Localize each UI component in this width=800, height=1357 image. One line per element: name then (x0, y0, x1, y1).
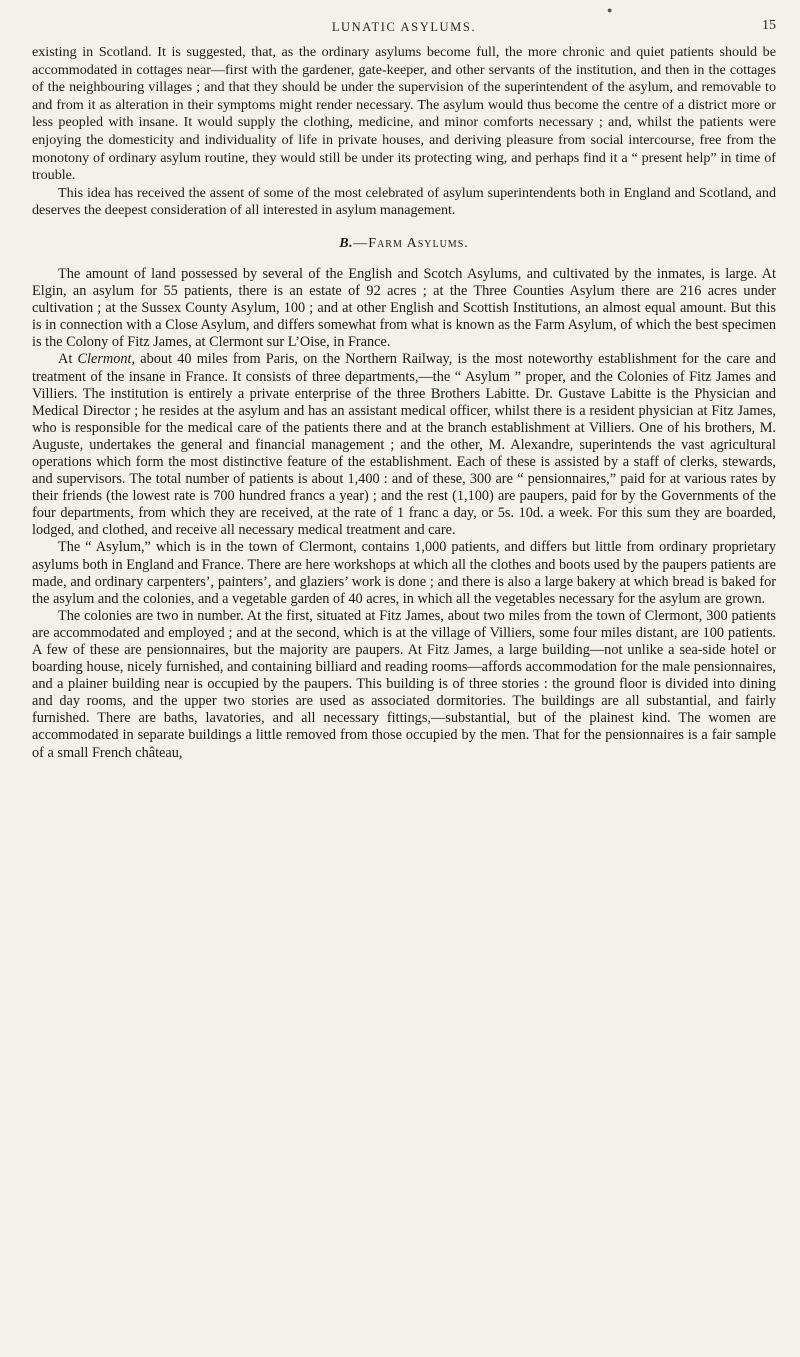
page-number: 15 (762, 18, 776, 33)
section-heading-farm-asylums (32, 236, 776, 252)
section-letter: B. (339, 235, 354, 251)
paragraph-lead-word: At (58, 351, 73, 368)
paragraph-town-asylum: The “ Asylum,” which is in the town of Clermont, contains 1,000 patients, and differs but little from ordinary proprietary asylums both in England and France. There are here workshops at which all the clothes and boots used by the paupers patients are made, and ordinary carpenters’, painters’, and glaziers’ work is done ; and there is also a large bakery at which bread is baked for the asylum and the colonies, and a vegetable garden of 40 acres, in which all the vegetables necessary for the asylum are grown. (32, 539, 776, 607)
dense-text-block (32, 266, 776, 762)
paragraph-asylum-idea: This idea has received the assent of some of the most celebrated of asylum superintendents both in England and Scotland, and deserves the deepest consideration of all interested in asylum management. (32, 184, 776, 219)
paragraph-clermont-text: about 40 miles from Paris, on the Northern Railway, is the most noteworthy establishment for the care and treatment of the insane in France. It consists of three departments,—the “ Asylum ” proper, and the Colonies of Fitz James and Villiers. The institution is entirely a private enterprise of the three Brothers Labitte. Dr. Gustave Labitte is the Physician and Medical Director ; he resides at the asylum and has an assistant medical officer, whilst there is a resident physician at Fitz James, who is responsible for the medical care of the patients there and at the branch establishment at Villiers. One of his brothers, M. Auguste, undertakes the general and financial management ; and the other, M. Alexandre, superintends the vast agricultural operations which form the most distinctive feature of the establishment. Each of these is assisted by a staff of clerks, stewards, and supervisors. The total number of patients is about 1,400 : and of these, 300 are “ pensionnaires,” paid for at various rates by their friends (the lowest rate is 700 hundred francs a year) ; and the rest (1,100) are paupers, paid for by the Governments of the four departments, from which they are received, at the rate of 1 franc a day, or 5s. 10d. a week. For this sum they are boarded, lodged, and clothed, and receive all necessary medical treatment and care. (32, 351, 777, 539)
running-title: LUNATIC ASYLUMS. (331, 20, 477, 34)
running-head (32, 0, 776, 44)
section-title: —Farm Asylums. (353, 235, 469, 251)
paragraph-land-amount: The amount of land possessed by several of the English and Scotch Asylums, and cultivated by the inmates, is large. At Elgin, an asylum for 55 patients, there is an estate of 92 acres ; at the Three Counties Asylum there are 216 acres under cultivation ; at the Sussex County Asylum, 100 ; and at other English and Scottish Institutions, an almost equal amount. But this is in connection with a Close Asylum, and differs somewhat from what is known as the Farm Asylum, of which the best specimen is the Colony of Fitz James, at Clermont sur L’Oise, in France. (32, 265, 776, 351)
paragraph-colonies: The colonies are two in number. At the first, situated at Fitz James, about two miles from the town of Clermont, 300 patients are accommodated and employed ; and at the second, which is at the village of Villiers, some four miles distant, are 100 patients. A few of these are pensionnaires, but the majority are paupers. At Fitz James, a large building—not unlike a sea-side hotel or boarding house, nicely furnished, and containing billiard and reading rooms—affords accommodation for the male pensionnaires, and a plainer building near is occupied by the paupers. This building is of three stories : the ground floor is divided into dining and day rooms, and the upper two stories are used as associated dormitories. The buildings are all substantial, and fairly furnished. There are baths, lavatories, and all necessary fittings,—substantial, but of the plainest kind. The women are accommodated in separate buildings a little removed from those occupied by the men. That for the pensionnaires is a fair sample of a small French château, (32, 607, 776, 761)
page-ornament: ● (607, 5, 613, 15)
paragraph-continued: existing in Scotland. It is suggested, that, as the ordinary asylums become full, the more chronic and quiet patients should be accommodated in cottages near—first with the gardener, gate-keeper, and other servants of the institution, and then in the cottages of the neighbouring villages ; and that they should be under the supervision of the superintendent of the asylum, and removable to and from it as alteration in their symptoms might render necessary. The asylum would thus become the centre of a district more or less peopled with insane. It would supply the clothing, medicine, and minor comforts necessary ; and, whilst the patients were enjoying the domesticity and individuality of life in private houses, and deriving pleasure from social intercourse, free from the monotony of ordinary asylum routine, they would still be under its protecting wing, and perhaps find it a “ present help” in time of trouble. (32, 44, 776, 184)
paragraph-clermont (32, 351, 776, 539)
place-name-clermont: Clermont, (77, 351, 136, 368)
body-text (32, 44, 776, 762)
